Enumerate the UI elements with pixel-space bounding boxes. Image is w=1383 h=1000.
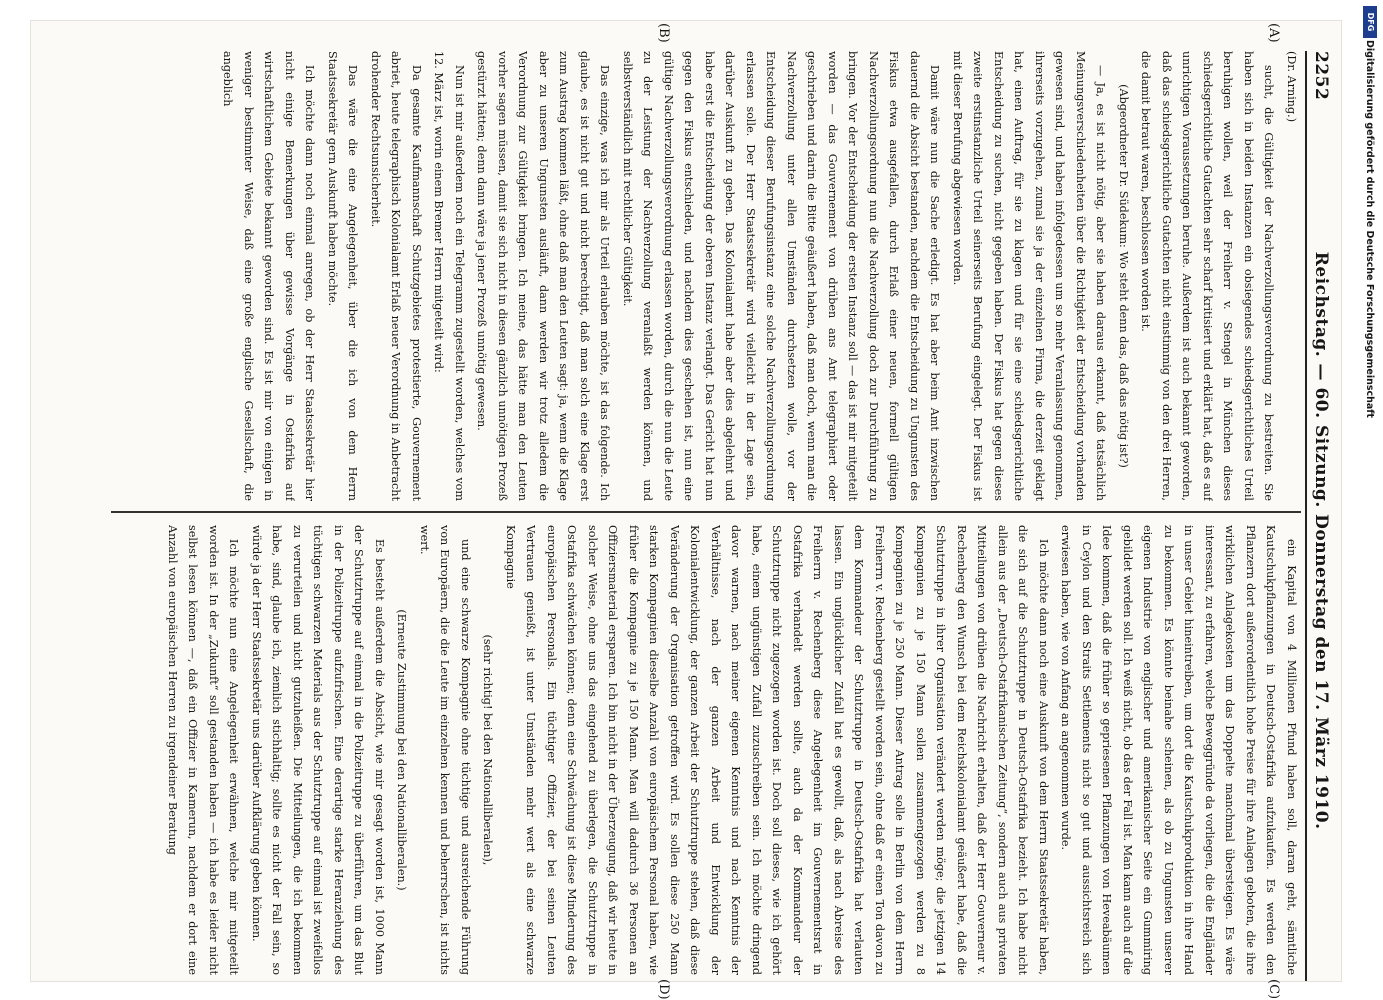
right-column-paragraph: Ich möchte dann noch eine Auskunft von dem Herrn Staatssekretär haben, die sich auf die Schutztruppe in Deutsch-Ostafrika bezieht. Ich habe nicht allein aus der „Deutsch-Ostafrikanischen Zeitung“, sondern auch aus privaten Mitteilungen von drüben die Nachricht erhalten, daß der Herr Gouverneur v. Rechenberg den Wunsch bei dem Reichskolonialamt geäußert habe, daß die Schutztruppe in ihrer Organisation verändert werden möge; die jetzigen 14 Kompagnien zu je 150 Mann sollen zusammengezogen werden zu 8 Kompagnien zu je 250 Mann. Dieser Antrag solle in Berlin von dem Herrn Freiherrn v. Rechenberg gestellt worden sein, ohne daß er einen Ton davon zu dem Kommandeur der Schutztruppe in Deutsch-Ostafrika hat verlauten lassen. Ein unglücklicher Zufall hat es gewollt, daß, als nach Abreise des Freiherrn v. Rechenberg diese Angelegenheit im Gouvernementsrat in Ostafrika verhandelt werden sollte, auch da der Kommandeur der Schutztruppe nicht zugezogen worden ist. Doch soll dieses, wie ich gehört habe, einem ungünstigen Zufall zuzuschreiben sein. Ich möchte dringend davor warnen, nach meiner eigenen Kenntnis und nach Kenntnis der Verhältnisse, nach der ganzen Arbeit und Entwicklung der Kolonialentwicklung, der ganzen Arbeit der Schutztruppe stehen, daß diese Veränderung der Organisation getroffen wird. Es sollen diese 250 Mann starken Kompagnien dieselbe Anzahl von europäischem Personal haben, wie früher die Kompagnie zu je 150 Mann. Man will dadurch 36 Personen an Offiziersmaterial ersparen. Ich bin nicht in der Überzeugung, daß wir heute in solcher Weise, ohne uns das eingehend zu überlegen, die Schutztruppe in Ostafrika schwächen können; denn eine Schwächung ist diese Minderung des europäischen Personals. Ein tüchtiger Offizier, der bei seinen Leuten Vertrauen genießt, ist unter Umständen mehr wert als eine schwarze Kompagnie	[504, 525, 1050, 975]
left-column-paragraph: Damit wäre nun die Sache erledigt. Es hat aber beim Amt inzwischen dauernd die Absicht bestanden, nachdem die Entscheidung zu Ungunsten des Fiskus etwa ausgefallen, durch Erlaß einer neuen, formell gültigen Nachverzollungsordnung nun die Nachverzollung doch zur Durchführung zu bringen. Vor der Entscheidung der ersten Instanz soll — das ist mir mitgeteilt worden — das Gouvernement von drüben ans Amt telegraphiert oder geschrieben und darin die Bitte geäußert haben, daß man doch, wenn man die Nachverzollung unter allen Umständen durchsetzen wolle, vor der Entscheidung dieser Berufungsinstanz eine solche Nachverzollungsordnung erlassen solle. Der Herr Staatssekretär wird vielleicht in der Lage sein, darüber Auskunft zu geben. Das Kolonialamt habe aber dies abgelehnt und habe erst die Entscheidung der oberen Instanz verlangt. Das Gericht hat nun gegen den Fiskus entschieden, und nachdem dies geschehen ist, nun eine gültige Nachverzollungsverordnung erlassen worden, durch die nun die Leute zu der Leistung der Nachverzollung veranlaßt werden können, und selbstverständlich mit rechtlicher Gültigkeit.	[621, 51, 942, 501]
left-column-paragraph: Da gesamte Kaufmannschaft Schutzgebietes protestierte, Gouvernement abriet, heute telegraphisch Kolonialamt Erlaß neuer Verordnung in Anbetracht drohender Rechtsunsicherheit.	[369, 51, 423, 501]
left-column-paragraph: Das einzige, was ich mir als Urteil erlauben möchte, ist das folgende. Ich glaube, es ist nicht gut und nicht berechtigt, daß man solch eine Klage erst zum Austrag kommen läßt, ohne daß man den Leuten sagt: ja, wenn die Klage aber zu unseren Ungunsten ausläuft, dann werden wir trotz alledem die Verordnung zur Gültigkeit bringen. Ich meine, das hätte man den Leuten vorher sagen müssen, damit sie sich nicht in diesen gänzlich unnötigen Prozeß gestürzt hätten; denn dann wäre ja jener Prozeß unnötig gewesen.	[475, 51, 612, 501]
right-column-paragraph: und eine schwarze Kompagnie ohne tüchtige und ausreichende Führung von Europäern, die die Leute im einzelnen kennen und beherrschen, ist nichts wert.	[418, 525, 472, 975]
right-column	[111, 525, 1301, 975]
margin-marker-c: (C)	[1266, 979, 1281, 1000]
scanned-page	[30, 20, 1342, 1000]
running-title: Reichstag. — 60. Sitzung. Donnerstag den 17. März 1910.	[1311, 251, 1331, 830]
right-column-paragraph: ein Kapital von 4 Millionen Pfund haben soll, daran geht, sämtliche Kautschukpflanzungen in Deutsch-Ostafrika aufzukaufen. Es werden den Pflanzern dort außerordentlich hohe Preise für ihre Anlagen geboten, die ihre wirklichen Anlagekosten um das Doppelte manchmal übersteigen. Es wäre interessant, zu erfahren, welche Beweggründe da vorliegen, die die Engländer in unser Gebiet hineintreiben, um dort die Kautschukproduktion in ihre Hand zu bekommen. Es könnte beinahe scheinen, als ob zu Ungunsten unserer eigenen Industrie von englischer und amerikanischer Seite ein Gummiring gebildet werden soll. Ich weiß nicht, ob das der Fall ist. Man kann auch auf die Idee kommen, daß die früher so gepriesenen Pflanzungen von Heveabäumen in Ceylon und den Straits Settlements nicht so gut und aussichtsreich sich erwiesen haben, wie von Anfang an angenommen wurde.	[1059, 525, 1298, 975]
digitization-note-text: Digitalisierung gefördert durch die Deutsche Forschungsgemeinschaft	[1364, 40, 1375, 418]
right-column-paragraph: Ich möchte nun eine Angelegenheit erwähnen, welche mir mitgeteilt worden ist. In der „Zukunft“ soll gestanden haben — ich habe es leider nicht selbst lesen können —, daß ein Offizier in Kamerun, nachdem er dort eine Anzahl von europäischen Herren zu irgendeiner Beratung	[166, 525, 241, 975]
margin-marker-d: (D)	[656, 979, 671, 1000]
left-column-paragraph: sucht, die Gültigkeit der Nachverzollungsverordnung zu bestreiten. Sie haben sich in beiden Instanzen ein obsiegendes schiedsgerichtliches Urteil beruhigen wollen, weil der Freiherr v. Stengel in München dieses schiedsgerichtliche Gutachten sehr scharf kritisiert und erklärt hat, daß es auf unrichtigen Voraussetzungen beruhe. Außerdem ist auch bekannt geworden, daß das schiedsgerichtliche Gutachten nicht einstimmig von den drei Herren, die damit betraut waren, beschlossen worden ist.	[1139, 51, 1276, 501]
right-column-paragraph: (Erneute Zustimmung bei den Nationalliberalen.)	[395, 609, 409, 891]
left-column-paragraph: Nun ist mir außerdem noch ein Telegramm zugestellt worden, welches vom 12. März ist, worin einem Bremer Herrn mitgeteilt wird:	[432, 51, 466, 501]
left-column-paragraph: — Ja, es ist nicht nötig, aber sie haben daraus erkannt, daß tatsächlich Meinungsverschiedenheiten über die Richtigkeit der Entscheidung vorhanden gewesen sind, und haben infolgedessen um so mehr Veranlassung genommen, ihrerseits vorzugehen, zumal sie ja der einzelnen Firma, die derzeit geklagt hat, einen Auftrag, für sie zu klagen und für sie eine schiedsgerichtliche Entscheidung zu suchen, nicht gegeben haben. Der Fiskus hat gegen dieses zweite erstinstanzliche Urteil seinerseits Berufung eingelegt. Der Fiskus ist mit dieser Berufung abgewiesen worden.	[951, 51, 1108, 501]
dfg-logo	[1363, 6, 1377, 38]
margin-marker-b: (B)	[656, 23, 671, 43]
right-column-paragraph: (sehr richtig! bei den Nationalliberalen),	[481, 634, 495, 866]
right-column-paragraph: Es besteht außerdem die Absicht, wie mir gesagt worden ist, 1000 Mann der Schutztruppe auf einmal in die Polizeitruppe zu überführen, um das Blut in der Polizeitruppe aufzufrischen. Eine derartige starke Heranziehung des tüchtigen schwarzen Materials aus der Schutztruppe auf einmal ist zweifellos zu verurteilen und nicht gutzuheißen. Die Mitteilungen, die ich bekommen habe, sind, glaube ich, ziemlich stichhaltig; sollte es nicht der Fall sein, so würde ja der Herr Staatssekretär uns darüber Aufklärung geben können.	[250, 525, 386, 975]
digitization-note	[1359, 40, 1375, 700]
margin-marker-a: (A)	[1266, 23, 1281, 43]
left-column-paragraph: (Abgeordneter Dr. Südekum: Wo steht denn das, daß das nötig ist?)	[1117, 84, 1130, 468]
left-column-paragraph: (Dr. Arning.)	[1285, 51, 1298, 123]
dfg-logo-text: DFG	[1366, 12, 1375, 32]
page-header	[1305, 51, 1351, 981]
left-column-paragraph: Ich möchte dann noch einmal anregen, ob der Herr Staatssekretär hier nicht einige Bemerkungen über gewisse Vorgänge in Ostafrika auf wirtschaftlichem Gebiete bekannt geworden sind. Es ist mir von einigen in weniger bestimmter Weise, daß eine große englische Gesellschaft, die angeblich	[221, 51, 317, 501]
rotated-page-content	[81, 23, 1371, 1000]
left-column-paragraph: Das wäre die eine Angelegenheit, über die ich von dem Herrn Staatssekretär gern Auskunft haben möchte.	[326, 51, 360, 501]
left-column	[111, 51, 1301, 501]
column-rule	[111, 511, 1301, 513]
page-number: 2252	[1311, 51, 1331, 101]
